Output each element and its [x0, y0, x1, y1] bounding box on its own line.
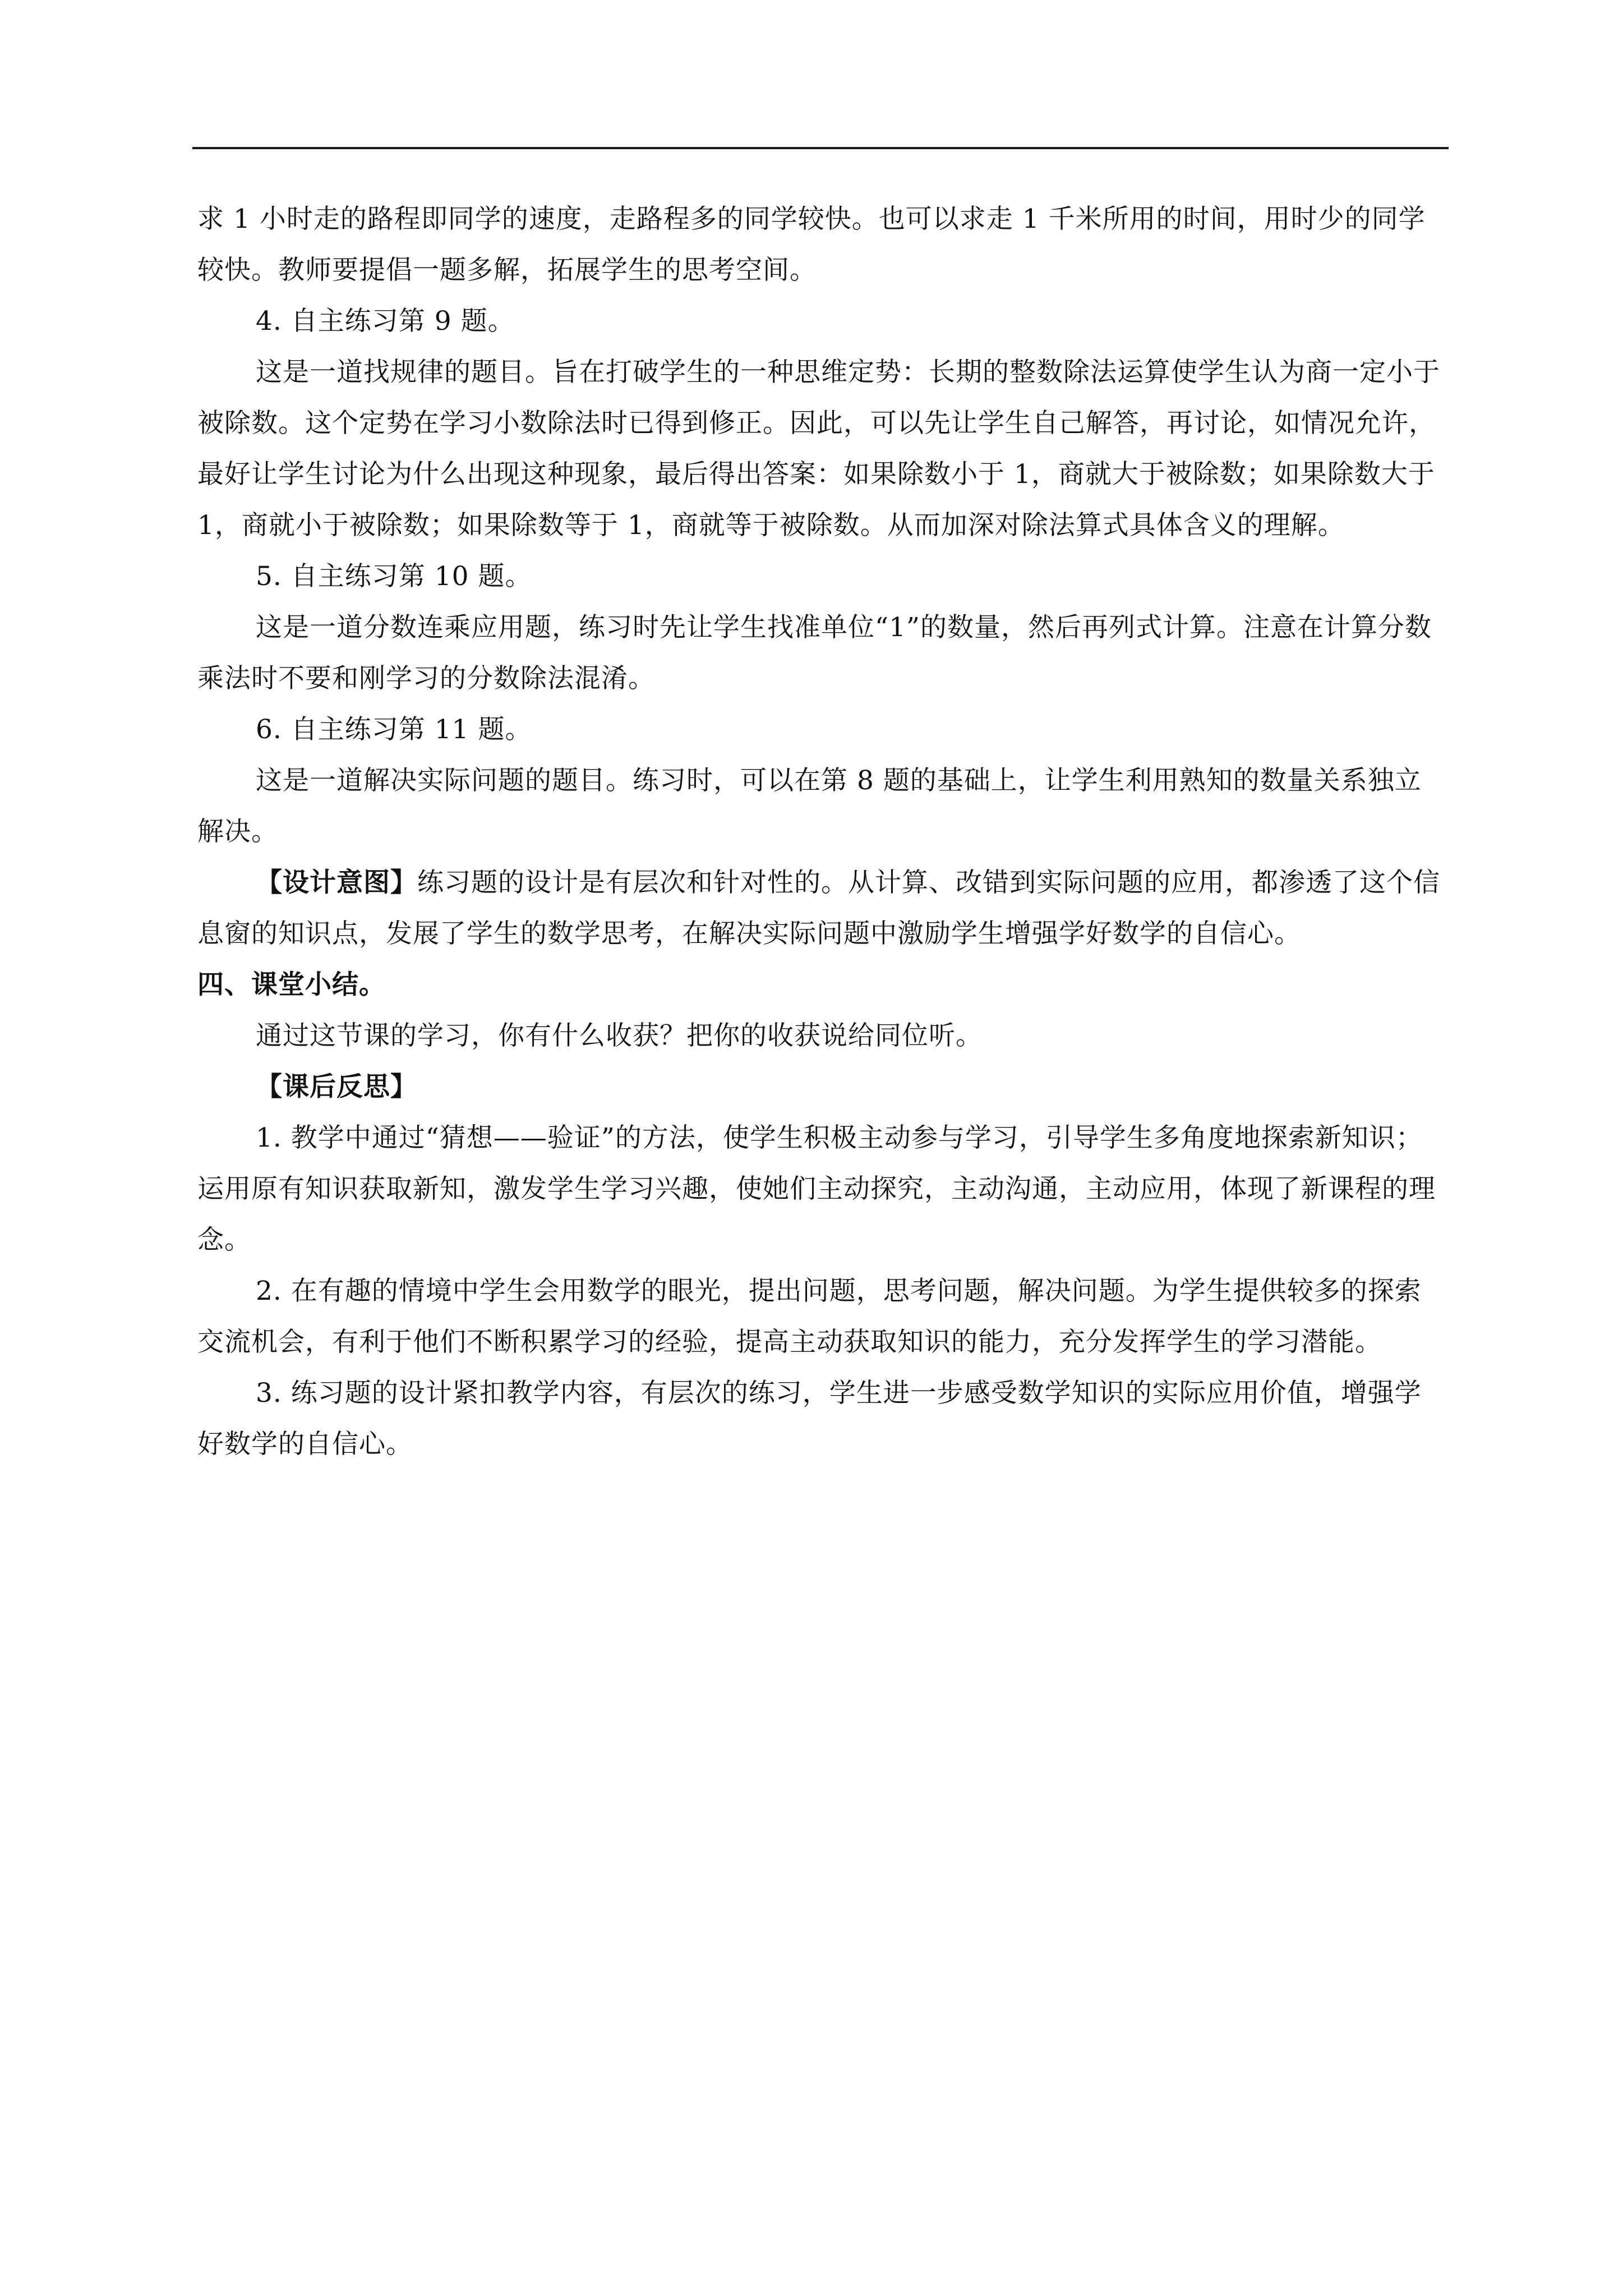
document-body	[197, 194, 1444, 1470]
reflection-item-2: 2. 在有趣的情境中学生会用数学的眼光，提出问题，思考问题，解决问题。为学生提供较多的探索交流机会，有利于他们不断积累学习的经验，提高主动获取知识的能力，充分发挥学生的学习潜能。	[197, 1276, 1422, 1358]
exercise-10-description: 这是一道分数连乘应用题，练习时先让学生找准单位“1”的数量，然后再列式计算。注意在计算分数乘法时不要和刚学习的分数除法混淆。	[197, 612, 1432, 694]
paragraph-speed-comparison: 求 1 小时走的路程即同学的速度，走路程多的同学较快。也可以求走 1 千米所用的时间，用时少的同学较快。教师要提倡一题多解，拓展学生的思考空间。	[197, 204, 1426, 286]
exercise-11-description: 这是一道解决实际问题的题目。练习时，可以在第 8 题的基础上，让学生利用熟知的数量关系独立解决。	[197, 765, 1422, 847]
exercise-10-heading: 5. 自主练习第 10 题。	[256, 561, 532, 592]
design-intent-text: 练习题的设计是有层次和针对性的。从计算、改错到实际问题的应用，都渗透了这个信息窗的知识点，发展了学生的数学思考，在解决实际问题中激励学生增强学好数学的自信心。	[197, 867, 1440, 949]
reflection-item-3: 3. 练习题的设计紧扣教学内容，有层次的练习，学生进一步感受数学知识的实际应用价值，增强学好数学的自信心。	[197, 1378, 1422, 1460]
exercise-9-description: 这是一道找规律的题目。旨在打破学生的一种思维定势：长期的整数除法运算使学生认为商一定小于被除数。这个定势在学习小数除法时已得到修正。因此，可以先让学生自己解答，再讨论，如情况允许，最好让学生讨论为什么出现这种现象，最后得出答案：如果除数小于 1，商就大于被除数；如果除数大于 1，商就小于被除数；如果除数等于 1，商就等于被除数。从而加深对除法算式具体含义的理解。	[197, 357, 1440, 541]
design-intent-paragraph	[197, 857, 1444, 959]
section-heading-summary: 四、课堂小结。	[197, 969, 386, 1000]
reflection-heading: 【课后反思】	[256, 1071, 417, 1102]
exercise-11-heading: 6. 自主练习第 11 题。	[256, 714, 532, 745]
reflection-item-1: 1. 教学中通过“猜想——验证”的方法，使学生积极主动参与学习，引导学生多角度地探索新知识；运用原有知识获取新知，激发学生学习兴趣，使她们主动探究，主动沟通，主动应用，体现了新课程的理念。	[197, 1122, 1436, 1255]
summary-text: 通过这节课的学习，你有什么收获？把你的收获说给同位听。	[256, 1020, 983, 1051]
exercise-9-heading: 4. 自主练习第 9 题。	[256, 306, 515, 337]
header-rule	[192, 147, 1449, 149]
design-intent-label: 【设计意图】	[256, 867, 417, 898]
